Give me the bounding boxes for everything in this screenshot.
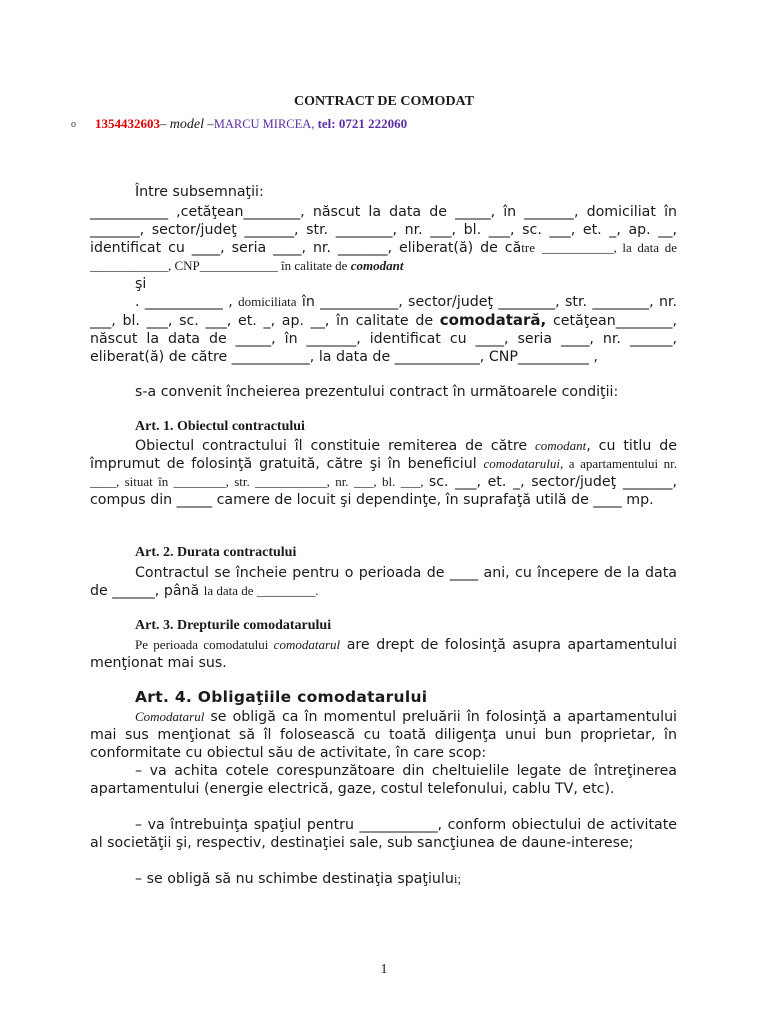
art3-heading: Art. 3. Drepturile comodatarului (135, 618, 332, 633)
art4-item-3-tail: i; (453, 871, 462, 886)
convened-text: s-a convenit încheierea prezentului contract în următoarele condiţii: (135, 384, 619, 400)
party2-start: . ___________ , (135, 294, 239, 310)
party1-details: ___________ ,cetăţean________, născut la data de _____, în _______, domiciliat în _______, sector/judeţ _______, str. ________, nr. ___, bl. ___, sc. ___, et. _, ap. __, identificat cu ____, seria ____, nr. _______, eliberat(ă) de că (90, 204, 677, 256)
header-dash: – (160, 116, 170, 131)
party1-date-cnp: ___________, la data de ____________, CNP____________ în calitate de (90, 240, 677, 273)
art2-text-a: Contractul se încheie pentru o perioada de ____ ani, cu începere de la data de ______, până (90, 565, 677, 599)
bullet-icon: o (71, 119, 76, 130)
art2-heading: Art. 2. Durata contractului (135, 545, 297, 560)
art1-comodant: comodant (534, 438, 587, 453)
art4-item-3 (90, 870, 677, 888)
header-author: MARCU MIRCEA, (213, 117, 318, 131)
art4-comodatarul: Comodatarul (135, 709, 205, 724)
party2-paragraph (90, 293, 677, 366)
header-telephone: tel: 0721 222060 (317, 116, 408, 131)
party2-details: cetăţean________, născut la data de _____, în _______, identificat cu ____, seria ____, nr. ______, eliberat(ă) de către ___________, la data de ____________, CNP__________ , (90, 313, 677, 365)
page-number: 1 (380, 962, 388, 977)
party1-paragraph (90, 203, 677, 275)
art1-heading: Art. 1. Obiectul contractului (135, 419, 305, 434)
art4-heading: Art. 4. Obligaţiile comodatarului (135, 688, 428, 706)
party1-role: comodant (350, 258, 404, 273)
header-line (71, 116, 408, 133)
art3-text-b: are drept de folosinţă asupra apartamentului menţionat mai sus. (90, 637, 677, 671)
art2-text-b: la data de _________. (203, 583, 319, 598)
header-dash: – (203, 116, 214, 131)
art1-body (90, 437, 677, 509)
art1-text-b: , cu titlu de împrumut de folosinţă gratuită, către şi în beneficiul (90, 438, 677, 472)
art3-comodatarul: comodatarul (273, 637, 341, 652)
header-model: model (169, 117, 204, 132)
header-id-number: 1354432603 (95, 116, 160, 131)
party2-role: comodatară, (439, 311, 547, 329)
art1-text-d: sc. ___, et. _, sector/judeţ _______, compus din _____ camere de locuit şi dependinţe, în suprafaţă utilă de ____ mp. (90, 474, 677, 508)
party2-domicile-label: domiciliata (238, 294, 297, 309)
art4-text-a: se obligă ca în momentul preluării în folosinţă a apartamentului mai sus menţionat să îl folosească cu toată diligenţa unui bun proprietar, în conformitate cu obiectul său de activitate, în care scop: (90, 709, 677, 761)
intro-text: Între subsemnaţii: (135, 184, 264, 200)
art4-item-1: – va achita cotele corespunzătoare din cheltuielile legate de întreţinerea apartamentului (energie electrică, gaze, costul telefonului, cablu TV, etc). (90, 763, 677, 797)
party1-details-tail: tre (521, 240, 535, 255)
art2-body (90, 564, 677, 600)
art3-body (90, 636, 677, 672)
art1-text-a: Obiectul contractului îl constituie remiterea de către (135, 438, 535, 454)
art4-body (90, 708, 677, 762)
art1-text-c: , a apartamentului nr. ____, situat în ________, str. ___________, nr. ___, bl. ___, (90, 456, 677, 489)
document-title: CONTRACT DE COMODAT (294, 94, 474, 109)
art3-text-a: Pe perioada comodatului (135, 637, 274, 652)
art4-item-2: – va întrebuinţa spaţiul pentru ___________, conform obiectului de activitate al societăţii şi, respectiv, destinaţiei sale, sub sancţiunea de daune-interese; (90, 817, 677, 851)
and-text: şi (135, 276, 147, 292)
art4-item-3-text: – se obligă să nu schimbe destinaţia spaţiulu (135, 871, 454, 887)
art1-comodatarului: comodatarului (483, 456, 560, 471)
party2-address: în ___________, sector/judeţ ________, str. ________, nr. ___, bl. ___, sc. ___, et. _, ap. __, în calitate de (90, 294, 677, 329)
